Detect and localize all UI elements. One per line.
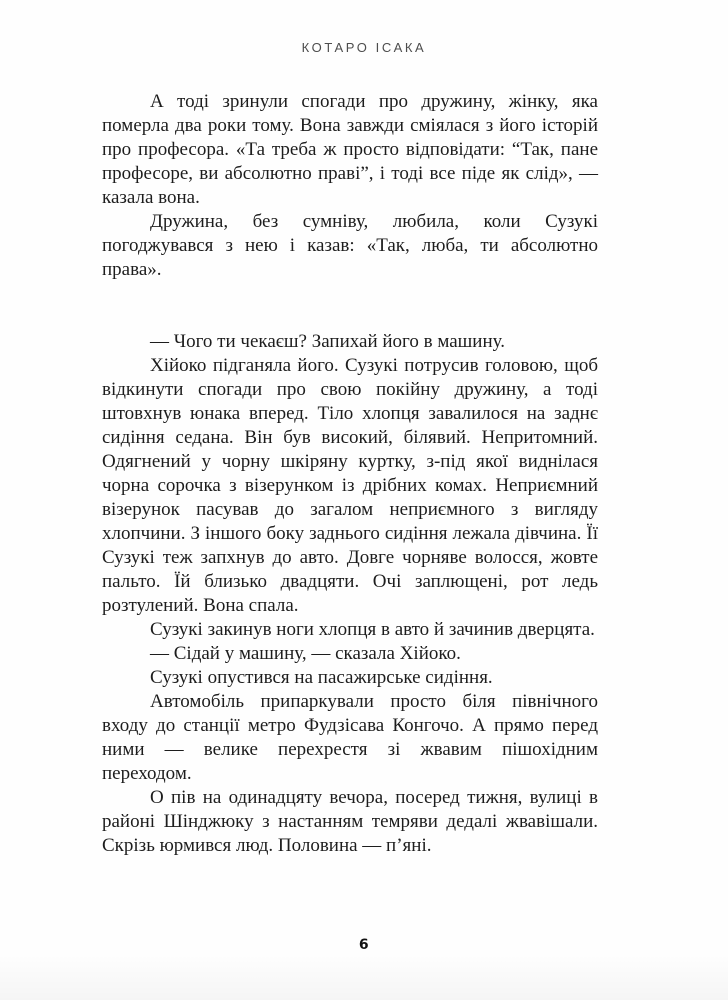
paragraph: Дружина, без сумніву, любила, коли Сузукі погоджувався з нею і казав: «Так, люба, ти абсолютно права». — [102, 211, 598, 280]
page-number: 6 — [358, 937, 370, 953]
paragraph: Сузукі закинув ноги хлопця в авто й зачинив дверцята. — [150, 619, 595, 640]
paragraph: А тоді зринули спогади про дружину, жінку, яка померла два роки тому. Вона завжди сміялася з його історій про професора. «Та треба ж просто відповідати: “Так, пане професоре, ви абсолютно праві”, і тоді все піде як слід», — казала вона. — [102, 91, 598, 208]
page-footer — [0, 937, 728, 953]
dialogue-paragraph: — Чого ти чекаєш? Запихай його в машину. — [150, 331, 505, 352]
paragraph: Автомобіль припаркували просто біля північного входу до станції метро Фудзісава Конгочо. А прямо перед ними — велике перехрестя зі жвавим пішохідним переходом. — [102, 691, 598, 784]
paragraph: Хійоко підганяла його. Сузукі потрусив головою, щоб відкинути спогади про свою покійну дружину, а тоді штовхнув юнака вперед. Тіло хлопця завалилося на заднє сидіння седана. Він був високий, білявий. Непритомний. Одягнений у чорну шкіряну куртку, з-під якої виднілася чорна сорочка з візерунком із дрібних комах. Неприємний візерунок пасував до загалом неприємного з вигляду хлопчини. З іншого боку заднього сидіння лежала дівчина. Її Сузукі теж запхнув до авто. Довге чорняве волосся, жовте пальто. Їй близько двадцяти. Очі заплющені, рот ледь розтулений. Вона спала. — [102, 355, 598, 616]
page-body — [102, 90, 598, 858]
author-name: КОТАРО ІСАКА — [301, 40, 427, 55]
paragraph: Сузукі опустився на пасажирське сидіння. — [150, 667, 493, 688]
paragraph: О пів на одинадцяту вечора, посеред тижня, вулиці в районі Шінджюку з настанням темряви дедалі жвавішали. Скрізь юрмився люд. Половина — п’яні. — [102, 787, 598, 856]
dialogue-paragraph: — Сідай у машину, — сказала Хійоко. — [150, 643, 461, 664]
text-section — [102, 90, 598, 282]
text-section — [102, 330, 598, 858]
running-header — [0, 40, 728, 55]
